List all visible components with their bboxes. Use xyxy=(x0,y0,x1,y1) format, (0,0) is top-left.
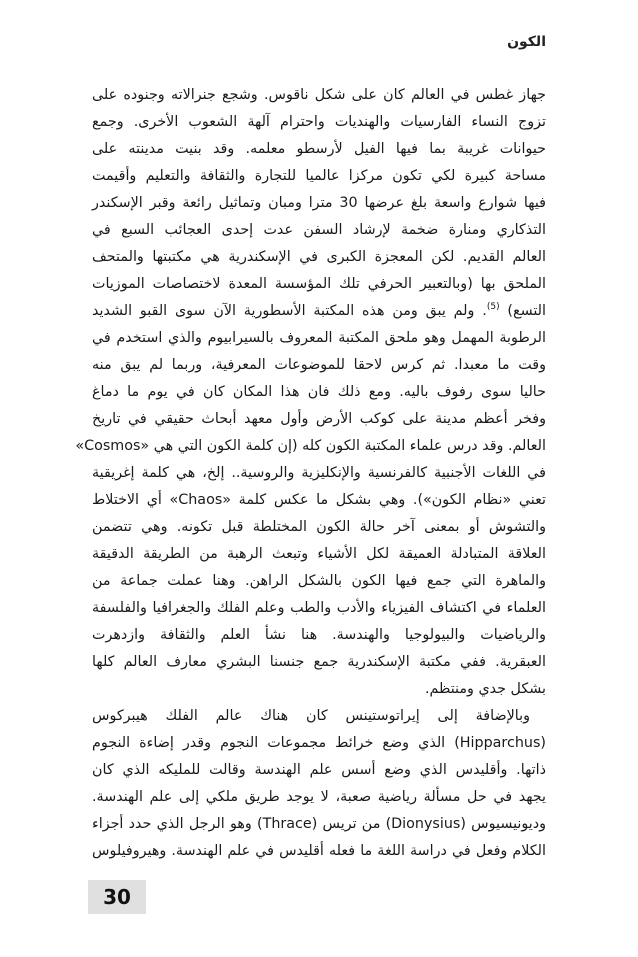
text-line: العالم القديم. لكن المعجزة الكبرى في الإسكندرية هي مكتبتها والمتحف xyxy=(92,249,546,265)
page-number: 30 xyxy=(103,885,131,909)
text-line: في اللغات الأجنبية كالفرنسية والإنكليزية والروسية.. إلخ، هي كلمة إغريقية xyxy=(92,465,546,481)
text-line-paragraph-start: وبالإضافة إلى إيراتوستينس كان هناك عالم الفلك هيبركوس xyxy=(92,708,530,724)
text-line: حيوانات غريبة بما فيها الفيل لأرسطو معلمه. وقد بنيت مدينته على xyxy=(92,141,546,157)
text-segment: التسع) xyxy=(499,303,546,319)
text-line: مساحة كبيرة لكي تكون مركزا عالميا للتجارة والثقافة والتعليم وأقيمت xyxy=(92,168,546,184)
text-line: (Hipparchus) الذي وضع خرائط مجموعات النجوم وقدر إضاءة النجوم xyxy=(92,735,546,751)
text-line: الرطوبة المهمل وهو ملحق المكتبة المعروف بالسيرابيوم والذي استخدم في xyxy=(92,330,546,346)
text-line-paragraph-end: بشكل جدي ومنتظم. xyxy=(424,681,546,697)
page-number-box xyxy=(88,880,146,914)
text-line-with-footnote xyxy=(92,298,546,325)
text-line: وديونيسيوس (Dionysius) من تريس (Thrace) وهو الرجل الذي حدد أجزاء xyxy=(92,816,547,832)
text-line: والتشوش أو بمعنى آخر حالة الكون المختلطة قبل تكونه. وهي تتضمن xyxy=(92,519,546,535)
text-line: وفخر أعظم مدينة على كوكب الأرض وأول معهد أبحاث حقيقي في تاريخ xyxy=(92,411,546,427)
text-line: العلماء في اكتشاف الفيزياء والأدب والطب وعلم الفلك والجغرافيا والفلسفة xyxy=(92,600,546,616)
text-line: حاليا سوى رفوف باليه. ومع ذلك فان هذا المكان كان في يوم ما دماغ xyxy=(92,384,546,400)
text-line: العبقرية. ففي مكتبة الإسكندرية جمع جنسنا البشري معارف العالم كلها xyxy=(92,654,546,670)
text-line: التذكاري ومنارة ضخمة لإرشاد السفن عدت إحدى العجائب السبع في xyxy=(92,222,546,238)
text-line: العالم. وقد درس علماء المكتبة الكون كله (إن كلمة الكون التي هي «Cosmos» xyxy=(75,438,546,454)
text-line: والماهرة التي جمع فيها الكون بالشكل الراهن. وهنا عملت جماعة من xyxy=(92,573,546,589)
text-line: تزوج النساء الفارسيات والهنديات واحترام آلهة الشعوب الأخرى. وجمع xyxy=(92,114,546,130)
text-line: والرياضيات والبيولوجيا والهندسة. هنا نشأ العلم والثقافة وازدهرت xyxy=(92,627,546,643)
text-line: فيها شوارع واسعة بلغ عرضها 30 مترا ومبان وتماثيل رائعة وقبر الإسكندر xyxy=(92,195,546,211)
text-line: ذاتها. وأقليدس الذي وضع أسس علم الهندسة وقالت للمليكه الذي كان xyxy=(92,762,546,778)
text-line: الملحق بها (وبالتعبير الحرفي تلك المؤسسة المعدة لاختصاصات الموزيات xyxy=(92,276,546,292)
text-line: جهاز غطس في العالم كان على شكل ناقوس. وشجع جنرالاته وجنوده على xyxy=(92,87,546,103)
text-line: العلاقة المتبادلة العميقة لكل الأشياء وتبعث الرهبة من الطريقة الدقيقة xyxy=(92,546,546,562)
text-segment: . ولم يبق ومن هذه المكتبة الأسطورية الآن سوى القبو الشديد xyxy=(92,303,487,319)
text-line: وقت ما معبدا. ثم كرس لاحقا للموضوعات المعرفية، وربما لم يبق منه xyxy=(92,357,546,373)
running-header-title: الكون xyxy=(507,34,546,50)
text-line: تعني «نظام الكون»). وهي بشكل ما عكس كلمة «Chaos» أي الاختلاط xyxy=(92,492,546,508)
body-text xyxy=(75,82,547,865)
text-line: يجهد في حل مسألة رياضية صعبة، لا يوجد طريق ملكي إلى علم الهندسة. xyxy=(92,789,546,805)
text-line: الكلام وفعل في دراسة اللغة ما فعله أقليدس في علم الهندسة. وهيروفيلوس xyxy=(92,843,546,859)
footnote-reference: (5) xyxy=(486,302,500,313)
